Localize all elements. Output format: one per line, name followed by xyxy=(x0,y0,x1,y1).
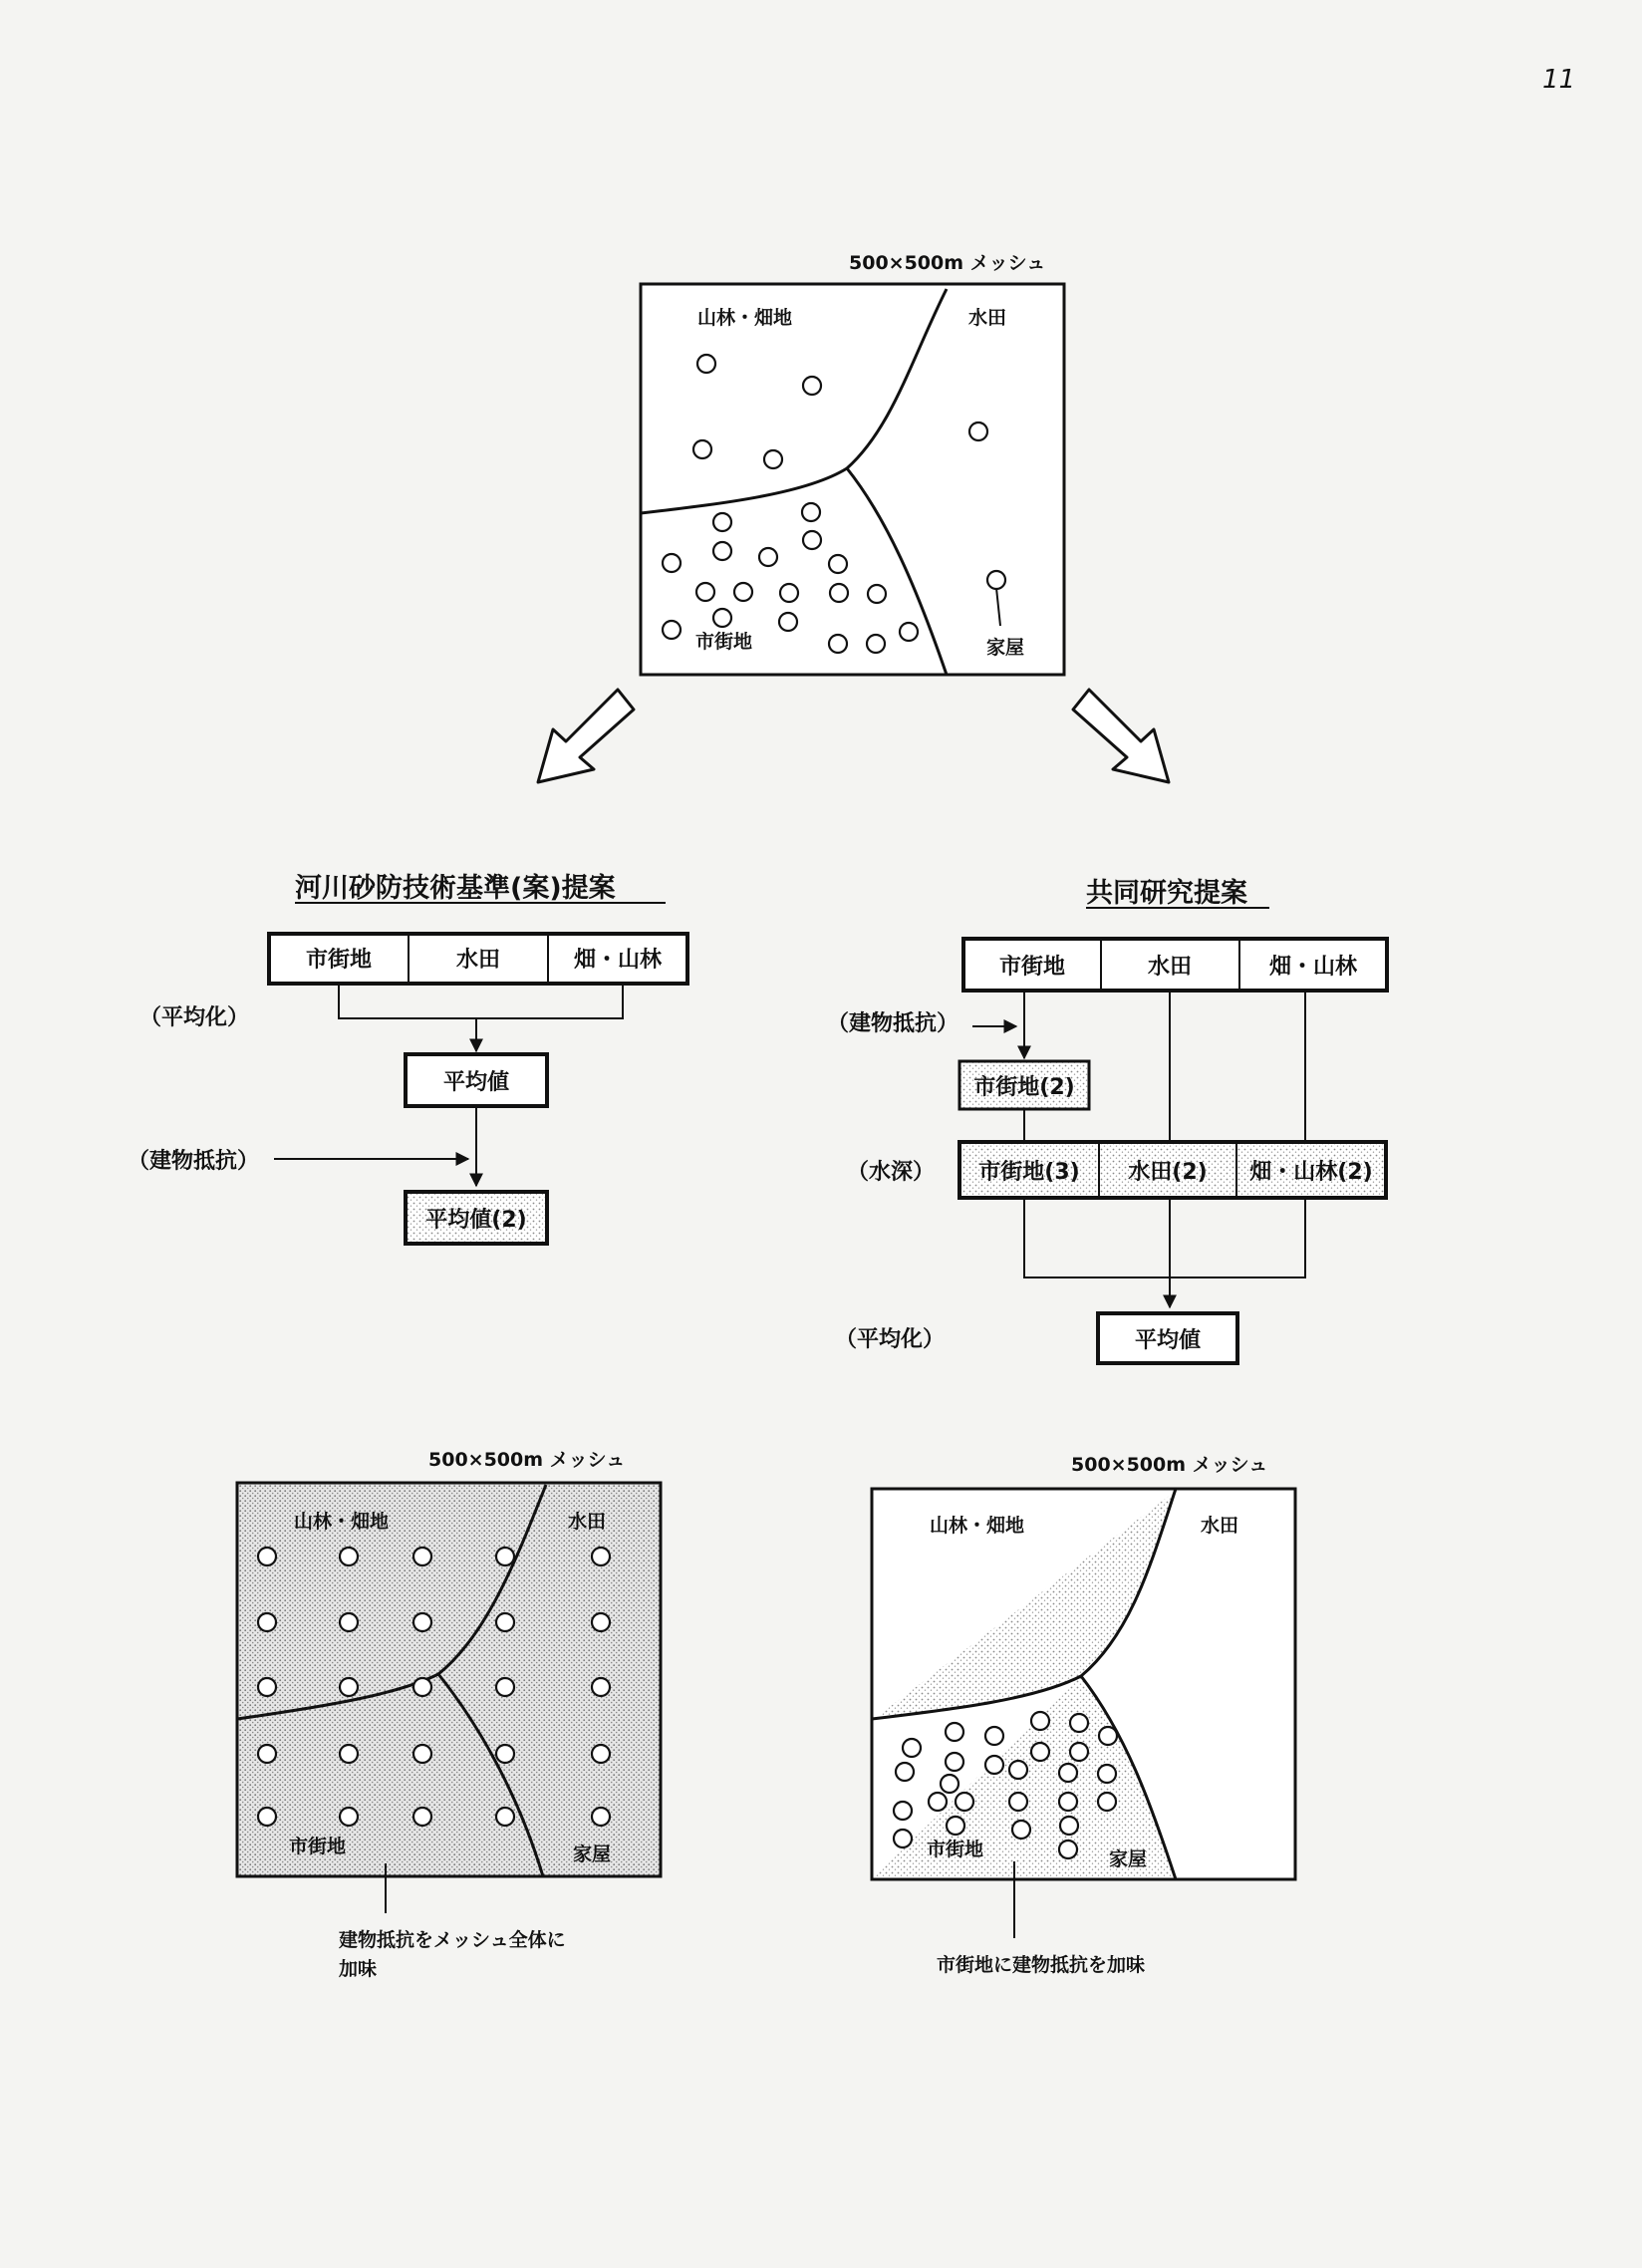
house-marker xyxy=(258,1678,276,1696)
house-marker xyxy=(894,1802,912,1820)
house-marker xyxy=(1059,1764,1077,1782)
house-marker xyxy=(759,548,777,566)
house-marker xyxy=(258,1745,276,1763)
house-marker xyxy=(340,1678,358,1696)
house-marker xyxy=(258,1613,276,1631)
house-marker xyxy=(696,583,714,601)
top-mesh-zone-paddy: 水田 xyxy=(968,307,1007,329)
top-mesh-label: 500×500m メッシュ xyxy=(849,252,1046,274)
right-method xyxy=(827,877,1387,1363)
house-marker xyxy=(340,1745,358,1763)
house-marker xyxy=(987,571,1005,589)
house-marker xyxy=(1059,1841,1077,1858)
house-marker xyxy=(1012,1821,1030,1839)
house-marker xyxy=(830,584,848,602)
house-marker xyxy=(946,1753,963,1771)
house-marker xyxy=(829,555,847,573)
house-marker xyxy=(802,503,820,521)
house-marker xyxy=(1009,1793,1027,1811)
house-marker xyxy=(713,609,731,627)
house-marker xyxy=(764,450,782,468)
bl-caption-line1: 建物抵抗をメッシュ全体に xyxy=(339,1929,566,1951)
left-averaging-label: （平均化） xyxy=(139,1005,250,1030)
bl-zone-forest: 山林・畑地 xyxy=(294,1511,390,1533)
house-marker xyxy=(592,1548,610,1565)
house-marker xyxy=(929,1793,947,1811)
right-cell-field-forest: 畑・山林 xyxy=(1268,955,1358,980)
br-caption: 市街地に建物抵抗を加味 xyxy=(937,1954,1146,1976)
right-depth-paddy: 水田(2) xyxy=(1128,1160,1208,1185)
house-marker xyxy=(1070,1743,1088,1761)
house-marker xyxy=(829,635,847,653)
house-marker xyxy=(693,440,711,458)
br-mesh-label: 500×500m メッシュ xyxy=(1071,1454,1268,1476)
left-method-title: 河川砂防技術基準(案)提案 xyxy=(295,873,616,904)
right-building-label: （建物抵抗） xyxy=(827,1011,959,1036)
house-marker xyxy=(1098,1765,1116,1783)
top-mesh-zone-forest: 山林・畑地 xyxy=(697,307,793,329)
house-marker xyxy=(413,1613,431,1631)
house-marker xyxy=(867,635,885,653)
house-marker xyxy=(496,1808,514,1826)
house-marker xyxy=(413,1745,431,1763)
house-marker xyxy=(1070,1714,1088,1732)
house-marker xyxy=(900,623,918,641)
house-marker xyxy=(1060,1817,1078,1835)
left-average2-text: 平均値(2) xyxy=(425,1208,527,1233)
house-marker xyxy=(496,1678,514,1696)
bl-zone-paddy: 水田 xyxy=(568,1511,607,1533)
house-marker xyxy=(713,542,731,560)
left-method xyxy=(128,872,687,1244)
house-marker xyxy=(340,1613,358,1631)
house-marker xyxy=(779,613,797,631)
house-marker xyxy=(413,1548,431,1565)
house-marker xyxy=(592,1808,610,1826)
house-marker xyxy=(734,583,752,601)
hollow-arrow-left xyxy=(538,690,634,782)
br-zone-urban: 市街地 xyxy=(927,1839,984,1860)
hollow-arrow-right xyxy=(1073,690,1169,782)
house-marker xyxy=(496,1613,514,1631)
top-mesh-zone-urban: 市街地 xyxy=(695,631,753,653)
bottom-left-mesh xyxy=(237,1449,661,1980)
house-marker xyxy=(496,1745,514,1763)
top-mesh xyxy=(641,252,1064,675)
house-marker xyxy=(780,584,798,602)
house-marker xyxy=(956,1793,973,1811)
house-marker xyxy=(340,1808,358,1826)
house-marker xyxy=(258,1548,276,1565)
house-marker xyxy=(946,1723,963,1741)
left-cell-field-forest: 畑・山林 xyxy=(573,948,663,973)
house-marker xyxy=(1059,1793,1077,1811)
house-marker xyxy=(592,1678,610,1696)
bottom-right-mesh xyxy=(872,1454,1295,1976)
right-cell-urban: 市街地 xyxy=(998,955,1066,980)
house-marker xyxy=(896,1763,914,1781)
house-marker xyxy=(969,423,987,440)
house-marker xyxy=(803,531,821,549)
right-averaging-label: （平均化） xyxy=(835,1327,946,1352)
right-cell-paddy: 水田 xyxy=(1147,955,1193,980)
left-average-text: 平均値 xyxy=(442,1070,510,1095)
page-number: 11 xyxy=(1542,65,1576,95)
house-marker xyxy=(985,1756,1003,1774)
house-marker xyxy=(592,1745,610,1763)
bl-zone-urban: 市街地 xyxy=(289,1836,347,1857)
house-marker xyxy=(803,377,821,395)
house-marker xyxy=(713,513,731,531)
house-marker xyxy=(903,1739,921,1757)
house-marker xyxy=(592,1613,610,1631)
house-marker xyxy=(663,621,681,639)
br-zone-paddy: 水田 xyxy=(1201,1515,1239,1537)
right-depth-label: （水深） xyxy=(847,1160,936,1185)
house-marker xyxy=(413,1808,431,1826)
house-marker xyxy=(1098,1793,1116,1811)
house-marker xyxy=(697,355,715,373)
house-marker xyxy=(1031,1712,1049,1730)
house-marker xyxy=(985,1727,1003,1745)
right-urban2-text: 市街地(2) xyxy=(973,1075,1075,1100)
top-mesh-house-label: 家屋 xyxy=(986,637,1025,659)
right-avg-bracket xyxy=(1024,1198,1305,1277)
house-marker xyxy=(1031,1743,1049,1761)
left-avg-bracket xyxy=(339,984,623,1018)
house-marker xyxy=(663,554,681,572)
right-method-title: 共同研究提案 xyxy=(1086,878,1247,909)
house-marker xyxy=(496,1548,514,1565)
house-marker xyxy=(947,1817,964,1835)
bl-mesh-label: 500×500m メッシュ xyxy=(428,1449,626,1471)
bl-caption-line2: 加味 xyxy=(339,1958,378,1980)
house-marker xyxy=(258,1808,276,1826)
left-cell-urban: 市街地 xyxy=(305,948,373,973)
left-cell-paddy: 水田 xyxy=(455,948,501,973)
house-marker xyxy=(1009,1761,1027,1779)
br-zone-forest: 山林・畑地 xyxy=(930,1515,1025,1537)
house-marker xyxy=(340,1548,358,1565)
left-building-label: （建物抵抗） xyxy=(128,1149,260,1174)
house-marker xyxy=(868,585,886,603)
house-marker xyxy=(1099,1727,1117,1745)
house-marker xyxy=(941,1775,958,1793)
house-marker xyxy=(413,1678,431,1696)
right-average-text: 平均値 xyxy=(1134,1328,1202,1353)
top-mesh-frame xyxy=(641,284,1064,675)
bl-house-label: 家屋 xyxy=(573,1843,612,1865)
house-marker xyxy=(894,1830,912,1847)
right-depth-field-forest: 畑・山林(2) xyxy=(1249,1160,1373,1185)
right-depth-urban: 市街地(3) xyxy=(978,1160,1080,1185)
br-house-label: 家屋 xyxy=(1109,1848,1148,1870)
